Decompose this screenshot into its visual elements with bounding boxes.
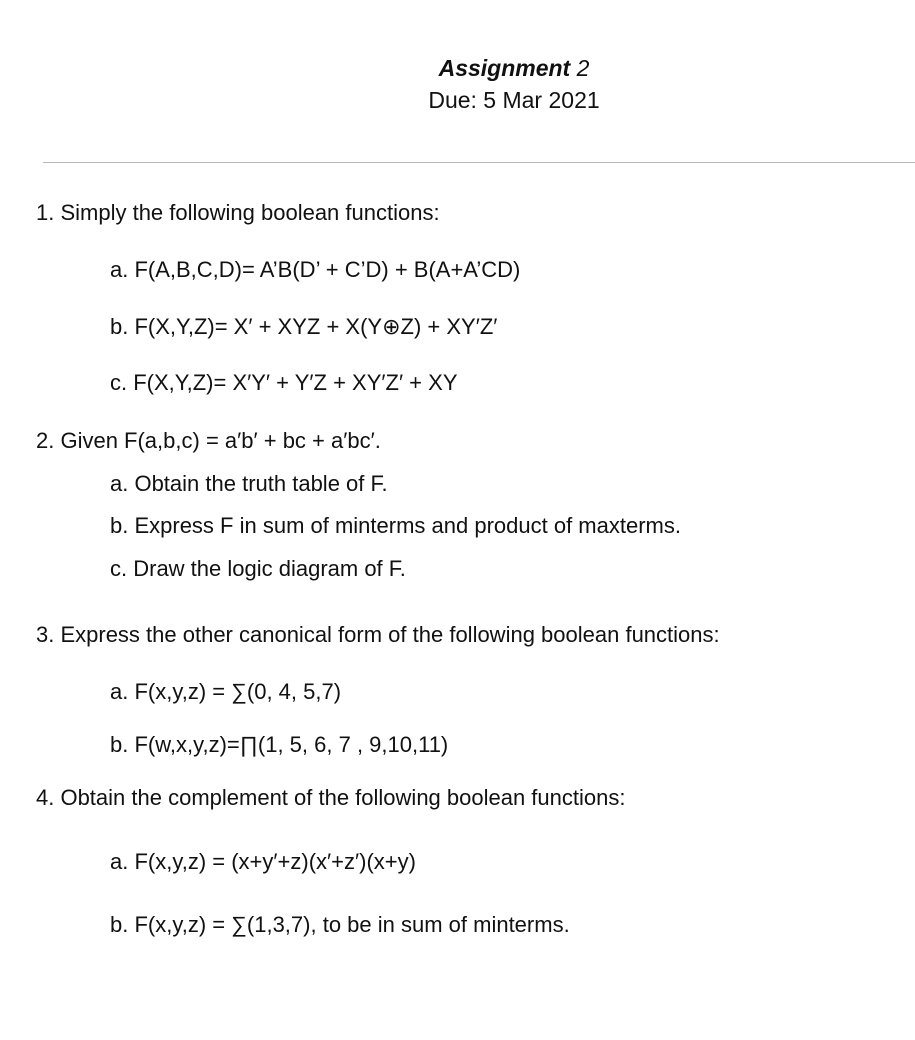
assignment-number: 2 [576,55,590,81]
question-4-part-b: b. F(x,y,z) = ∑(1,3,7), to be in sum of minterms. [110,912,570,937]
question-1-part-a: a. F(A,B,C,D)= A’B(D’ + C’D) + B(A+A’CD) [110,257,521,282]
question-4: 4. Obtain the complement of the following boolean functions: [36,785,626,810]
question-3-part-b: b. F(w,x,y,z)=∏(1, 5, 6, 7 , 9,10,11) [110,732,449,757]
assignment-title-label: Assignment [438,55,571,81]
horizontal-divider [43,162,915,163]
question-2: 2. Given F(a,b,c) = a′b′ + bc + a′bc′. [36,428,381,453]
question-4-part-a: a. F(x,y,z) = (x+y′+z)(x′+z′)(x+y) [110,849,416,874]
question-2-part-a: a. Obtain the truth table of F. [110,471,388,496]
question-1: 1. Simply the following boolean functions: [36,200,440,225]
question-3: 3. Express the other canonical form of the following boolean functions: [36,622,720,647]
question-2-part-c: c. Draw the logic diagram of F. [110,556,406,581]
question-2-part-b: b. Express F in sum of minterms and product of maxterms. [110,513,681,538]
question-1-part-c: c. F(X,Y,Z)= X′Y′ + Y′Z + XY′Z′ + XY [110,370,458,395]
question-3-part-a: a. F(x,y,z) = ∑(0, 4, 5,7) [110,679,342,704]
due-date: Due: 5 Mar 2021 [428,87,600,113]
assignment-title [0,55,915,82]
question-1-part-b: b. F(X,Y,Z)= X′ + XYZ + X(Y⊕Z) + XY′Z′ [110,314,498,339]
